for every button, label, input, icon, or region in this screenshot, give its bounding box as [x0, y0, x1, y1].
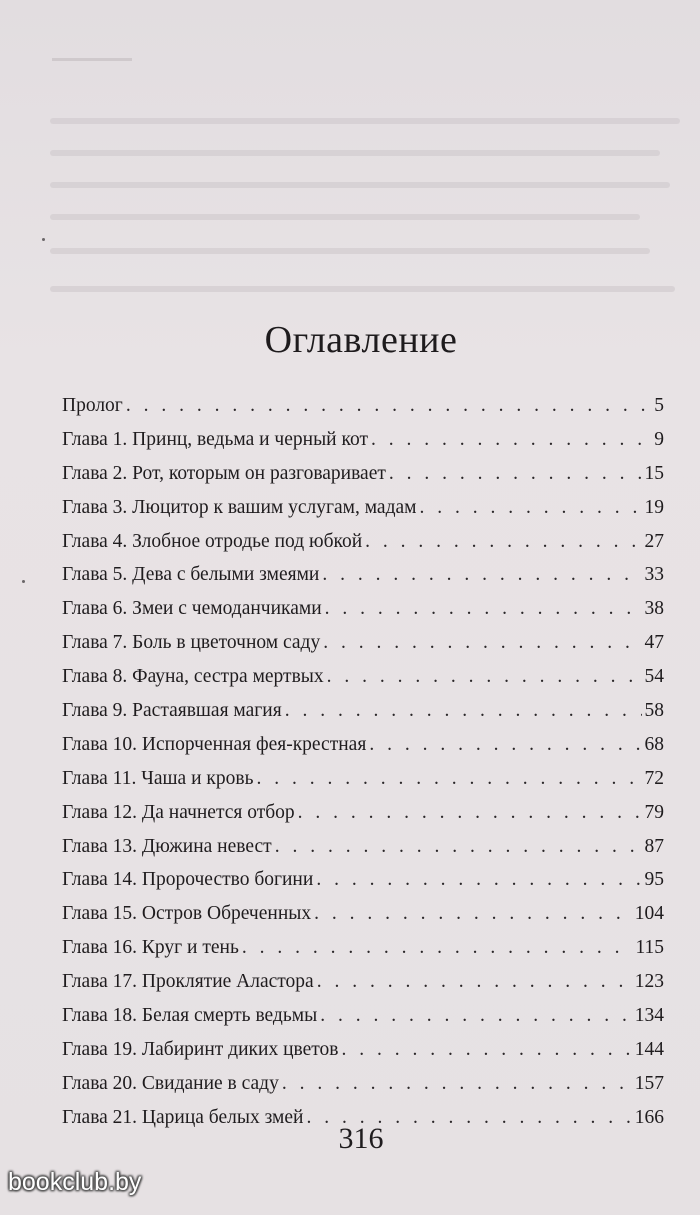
toc-entry-page: 38 [644, 598, 664, 620]
table-of-contents [62, 395, 664, 1141]
toc-dot-leader [371, 429, 651, 451]
toc-dot-leader [322, 564, 641, 586]
print-speck [22, 580, 25, 583]
toc-dot-leader [320, 1005, 632, 1027]
toc-entry-page: 95 [644, 869, 664, 891]
toc-entry-label: Глава 9. Растаявшая магия [62, 700, 282, 722]
toc-entry-label: Глава 11. Чаша и кровь [62, 767, 254, 789]
toc-entry-page: 166 [634, 1106, 664, 1128]
show-through-line [50, 286, 675, 292]
toc-entry-label: Глава 18. Белая смерть ведьмы [62, 1005, 318, 1027]
toc-dot-leader [298, 802, 642, 824]
toc-entry-label: Глава 1. Принц, ведьма и черный кот [62, 428, 368, 450]
toc-dot-leader [389, 463, 642, 485]
toc-entry-label: Глава 15. Остров Обреченных [62, 903, 312, 925]
toc-dot-leader [369, 734, 641, 756]
toc-entry-page: 27 [644, 530, 664, 552]
toc-dot-leader [275, 836, 642, 858]
toc-entry [62, 598, 664, 632]
toc-entry [62, 497, 664, 531]
toc-entry [62, 1005, 664, 1039]
toc-entry-page: 58 [644, 700, 664, 722]
toc-entry-label: Глава 21. Царица белых змей [62, 1106, 304, 1128]
toc-dot-leader [282, 1073, 632, 1095]
toc-entry [62, 564, 664, 598]
toc-entry [62, 802, 664, 836]
toc-entry-label: Глава 17. Проклятие Аластора [62, 971, 314, 993]
toc-entry-label: Глава 4. Злобное отродье под юбкой [62, 530, 363, 552]
toc-entry-label: Глава 14. Пророчество богини [62, 869, 314, 891]
toc-entry-label: Глава 5. Дева с белыми змеями [62, 564, 320, 586]
show-through-line [50, 150, 660, 156]
toc-entry-page: 47 [644, 632, 664, 654]
toc-dot-leader [325, 598, 642, 620]
toc-entry [62, 836, 664, 870]
page-number: 316 [338, 1122, 384, 1155]
toc-entry-page: 19 [644, 496, 664, 518]
toc-entry-label: Пролог [62, 395, 123, 416]
toc-entry-label: Глава 8. Фауна, сестра мертвых [62, 666, 324, 688]
toc-entry-label: Глава 13. Дюжина невест [62, 835, 272, 857]
toc-entry-label: Глава 12. Да начнется отбор [62, 801, 295, 823]
toc-entry-page: 157 [634, 1072, 664, 1094]
toc-entry-page: 5 [654, 395, 664, 416]
toc-entry-label: Глава 3. Люцитор к вашим услугам, мадам [62, 496, 417, 518]
toc-entry [62, 903, 664, 937]
toc-dot-leader [317, 971, 632, 993]
toc-entry [62, 632, 664, 666]
toc-entry [62, 1073, 664, 1107]
show-through-line [50, 214, 640, 220]
toc-entry-page: 15 [644, 462, 664, 484]
toc-entry [62, 869, 664, 903]
toc-entry [62, 429, 664, 463]
toc-entry [62, 768, 664, 802]
toc-dot-leader [285, 700, 642, 722]
toc-entry [62, 463, 664, 497]
toc-entry-page: 123 [634, 971, 664, 993]
toc-entry-label: Глава 6. Змеи с чемоданчиками [62, 598, 322, 620]
toc-entry-label: Глава 16. Круг и тень [62, 937, 239, 959]
toc-dot-leader [256, 768, 641, 790]
toc-dot-leader [327, 666, 642, 688]
toc-entry-page: 104 [634, 903, 664, 925]
toc-entry-page: 87 [644, 835, 664, 857]
print-speck [42, 238, 45, 241]
toc-entry [62, 1039, 664, 1073]
toc-entry [62, 531, 664, 565]
toc-dot-leader [341, 1039, 631, 1061]
toc-entry-label: Глава 19. Лабиринт диких цветов [62, 1038, 339, 1060]
show-through-line [50, 182, 670, 188]
watermark: bookclub.by [8, 1168, 142, 1196]
toc-dot-leader [126, 395, 651, 417]
toc-entry [62, 700, 664, 734]
toc-dot-leader [323, 632, 641, 654]
toc-dot-leader [420, 497, 642, 519]
toc-entry-page: 9 [654, 428, 664, 450]
toc-entry-label: Глава 20. Свидание в саду [62, 1072, 279, 1094]
toc-entry [62, 937, 664, 971]
toc-entry-page: 68 [644, 733, 664, 755]
toc-entry-page: 144 [634, 1038, 664, 1060]
toc-entry-label: Глава 2. Рот, которым он разговаривает [62, 462, 386, 484]
show-through-line [50, 248, 650, 254]
toc-entry-page: 134 [634, 1005, 664, 1027]
toc-entry [62, 666, 664, 700]
toc-entry [62, 395, 664, 429]
running-header-rule [52, 58, 132, 61]
toc-entry [62, 971, 664, 1005]
toc-dot-leader [242, 937, 633, 959]
toc-entry [62, 734, 664, 768]
toc-dot-leader [365, 531, 641, 553]
page-title: Оглавление [264, 319, 458, 361]
toc-entry-page: 33 [644, 564, 664, 586]
toc-entry-label: Глава 7. Боль в цветочном саду [62, 632, 321, 654]
show-through-line [50, 118, 680, 124]
toc-dot-leader [316, 869, 641, 891]
toc-entry-page: 72 [644, 767, 664, 789]
toc-entry-page: 115 [635, 937, 664, 959]
toc-dot-leader [314, 903, 632, 925]
toc-entry-label: Глава 10. Испорченная фея-крестная [62, 733, 367, 755]
toc-entry-page: 79 [644, 801, 664, 823]
toc-entry-page: 54 [644, 666, 664, 688]
